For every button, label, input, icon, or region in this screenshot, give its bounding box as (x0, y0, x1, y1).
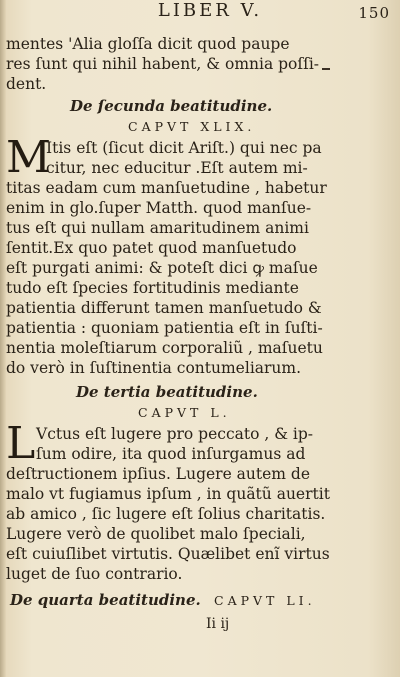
text-line: Vctus eſt lugere pro peccato , & ip- (36, 425, 314, 443)
text-line: ſentit.Ex quo patet quod manſuetudo (6, 239, 297, 257)
text-line: titas eadam cum manſuetudine , habetur (6, 179, 327, 197)
text-line: tudo eſt ſpecies fortitudinis mediante (6, 279, 299, 297)
text-line: ſum odire, ita quod inſurgamus ad (36, 445, 306, 463)
running-head: LIBER V. (157, 0, 263, 21)
section-heading: De ſecunda beatitudine. (70, 97, 273, 115)
signature-mark: Ii ij (206, 616, 230, 632)
text-line: deſtructionem ipſius. Lugere autem de (6, 465, 311, 483)
text-line: do verò in ſuſtinentia contumeliarum. (6, 359, 302, 377)
text-line: res ſunt qui nihil habent, & omnia poſſi- (6, 55, 320, 73)
drop-capital: L (6, 418, 36, 469)
hyphen-mark (322, 68, 330, 70)
text-line: Lugere verò de quolibet malo ſpeciali, (6, 525, 306, 543)
chapter-heading: CAPVT L. (138, 405, 231, 420)
text-line: mentes 'Alia gloſſa dicit quod paupe (6, 35, 290, 53)
text-line: malo vt fugiamus ipſum , in quãtũ auertit (6, 485, 330, 503)
chapter-heading: CAPVT LI. (214, 593, 316, 608)
text-line: eſt cuiuſlibet virtutis. Quælibet enĩ virtus (6, 545, 330, 563)
text-line: nentia moleſtiarum corporaliũ , maſuetu (6, 339, 323, 357)
section-heading: De tertia beatitudine. (76, 383, 258, 401)
text-line: citur, nec educitur .Eſt autem mi- (46, 159, 308, 177)
section-heading: De quarta beatitudine. (10, 591, 201, 609)
text-line: luget de ſuo contrario. (6, 565, 183, 583)
text-line: eſt purgati animi: & poteſt dici ꝙ maſue (6, 259, 318, 277)
text-line: tus eſt qui nullam amaritudinem animi (6, 219, 309, 237)
text-line: dent. (6, 75, 47, 93)
page-number: 150 (358, 4, 390, 22)
text-line: ab amico , ſic lugere eſt ſolius charitatis. (6, 505, 326, 523)
chapter-heading: CAPVT XLIX. (128, 119, 256, 134)
drop-capital: M (6, 132, 52, 183)
text-line: Itis eſt (ſicut dicit Ariſt.) qui nec pa (46, 139, 322, 157)
text-line: patientia differunt tamen manſuetudo & (6, 299, 322, 317)
text-line: patientia : quoniam patientia eſt in ſuſti- (6, 319, 323, 337)
text-line: enim in glo.ſuper Matth. quod manſue- (6, 199, 312, 217)
